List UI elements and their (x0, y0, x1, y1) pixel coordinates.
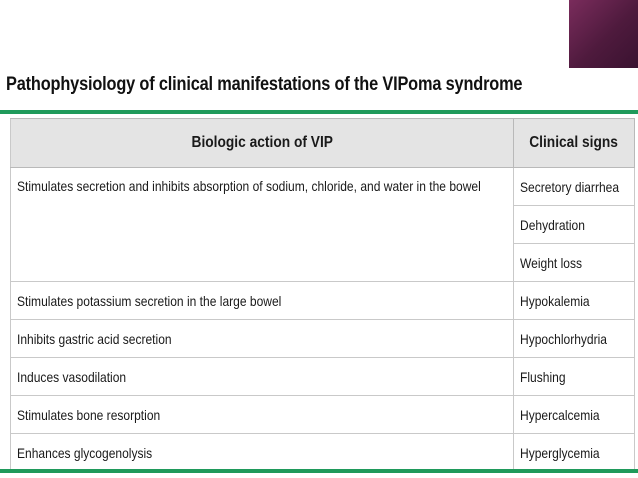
header-clinical-signs: Clinical signs (514, 119, 635, 168)
slide-title: Pathophysiology of clinical manifestations of the VIPoma syndrome (6, 74, 523, 95)
sign-cell: Flushing (514, 358, 635, 396)
table-row (11, 434, 635, 472)
vipoma-table (10, 118, 635, 472)
table-row (11, 282, 635, 320)
action-cell: Enhances glycogenolysis (11, 434, 514, 472)
action-cell: Stimulates bone resorption (11, 396, 514, 434)
corner-accent-block (569, 0, 638, 68)
table-row (11, 320, 635, 358)
header-biologic-action: Biologic action of VIP (11, 119, 514, 168)
sign-cell: Hypokalemia (514, 282, 635, 320)
sign-cell: Secretory diarrhea (514, 168, 635, 206)
sign-cell: Weight loss (514, 244, 635, 282)
table-header-row (11, 119, 635, 168)
table-row (11, 396, 635, 434)
sign-cell: Dehydration (514, 206, 635, 244)
sign-cell: Hyperglycemia (514, 434, 635, 472)
action-cell: Inhibits gastric acid secretion (11, 320, 514, 358)
top-divider (0, 110, 638, 114)
action-cell: Induces vasodilation (11, 358, 514, 396)
table-row (11, 168, 635, 206)
sign-cell: Hypochlorhydria (514, 320, 635, 358)
sign-cell: Hypercalcemia (514, 396, 635, 434)
action-cell: Stimulates secretion and inhibits absorption of sodium, chloride, and water in the bowel (11, 168, 514, 282)
table-row (11, 358, 635, 396)
bottom-divider (0, 469, 638, 473)
action-cell: Stimulates potassium secretion in the large bowel (11, 282, 514, 320)
